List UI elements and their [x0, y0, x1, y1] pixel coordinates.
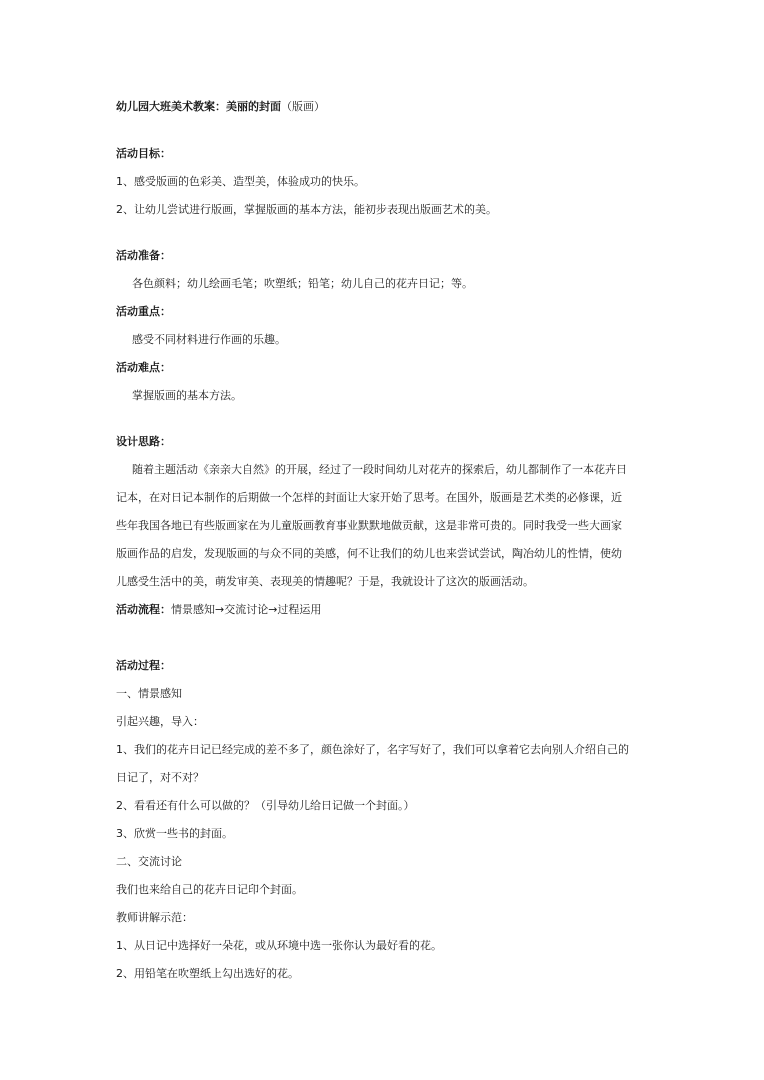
document-title — [116, 99, 656, 115]
difficulty-heading: 活动难点： — [116, 361, 171, 374]
process-line: 2、用铅笔在吹塑纸上勾出选好的花。 — [116, 967, 299, 980]
title-suffix: （版画） — [281, 100, 325, 113]
process-line: 日记了，对不对？ — [116, 771, 204, 784]
prep-text: 各色颜料；幼儿绘画毛笔；吹塑纸；铅笔；幼儿自己的花卉日记；等。 — [132, 277, 473, 290]
process-line: 一、情景感知 — [116, 687, 182, 700]
flow-text: 情景感知→交流讨论→过程运用 — [171, 603, 322, 616]
goal-item: 2、让幼儿尝试进行版画，掌握版画的基本方法，能初步表现出版画艺术的美。 — [116, 203, 497, 216]
process-line: 我们也来给自己的花卉日记印个封面。 — [116, 883, 303, 896]
process-line: 1、我们的花卉日记已经完成的差不多了，颜色涂好了，名字写好了，我们可以拿着它去向别人介绍自己的 — [116, 743, 629, 756]
flow-line — [116, 602, 656, 618]
flow-heading: 活动流程： — [116, 603, 171, 616]
process-heading: 活动过程： — [116, 659, 171, 672]
focus-heading: 活动重点： — [116, 305, 171, 318]
goal-item: 1、感受版画的色彩美、造型美，体验成功的快乐。 — [116, 175, 365, 188]
design-heading: 设计思路： — [116, 435, 171, 448]
process-line: 3、欣赏一些书的封面。 — [116, 827, 233, 840]
design-line: 随着主题活动《亲亲大自然》的开展，经过了一段时间幼儿对花卉的探索后，幼儿都制作了一本花卉日 — [132, 463, 627, 476]
focus-text: 感受不同材料进行作画的乐趣。 — [132, 333, 286, 346]
process-line: 二、交流讨论 — [116, 855, 182, 868]
goals-heading: 活动目标： — [116, 147, 171, 160]
process-line: 1、从日记中选择好一朵花，或从环境中选一张你认为最好看的花。 — [116, 939, 442, 952]
process-line: 教师讲解示范： — [116, 911, 193, 924]
process-line: 引起兴趣，导入： — [116, 715, 204, 728]
title-main: 幼儿园大班美术教案：美丽的封面 — [116, 100, 281, 113]
difficulty-text: 掌握版画的基本方法。 — [132, 389, 242, 402]
design-line: 记本，在对日记本制作的后期做一个怎样的封面让大家开始了思考。在国外，版画是艺术类的必修课，近 — [116, 491, 622, 504]
process-line: 2、看看还有什么可以做的？（引导幼儿给日记做一个封面。） — [116, 799, 415, 812]
design-line: 版画作品的启发，发现版画的与众不同的美感，何不让我们的幼儿也来尝试尝试，陶冶幼儿的性情，使幼 — [116, 547, 622, 560]
design-line: 些年我国各地已有些版画家在为儿童版画教育事业默默地做贡献，这是非常可贵的。同时我受一些大画家 — [116, 519, 622, 532]
design-line: 儿感受生活中的美，萌发审美、表现美的情趣呢？于是，我就设计了这次的版画活动。 — [116, 575, 534, 588]
prep-heading: 活动准备： — [116, 249, 171, 262]
